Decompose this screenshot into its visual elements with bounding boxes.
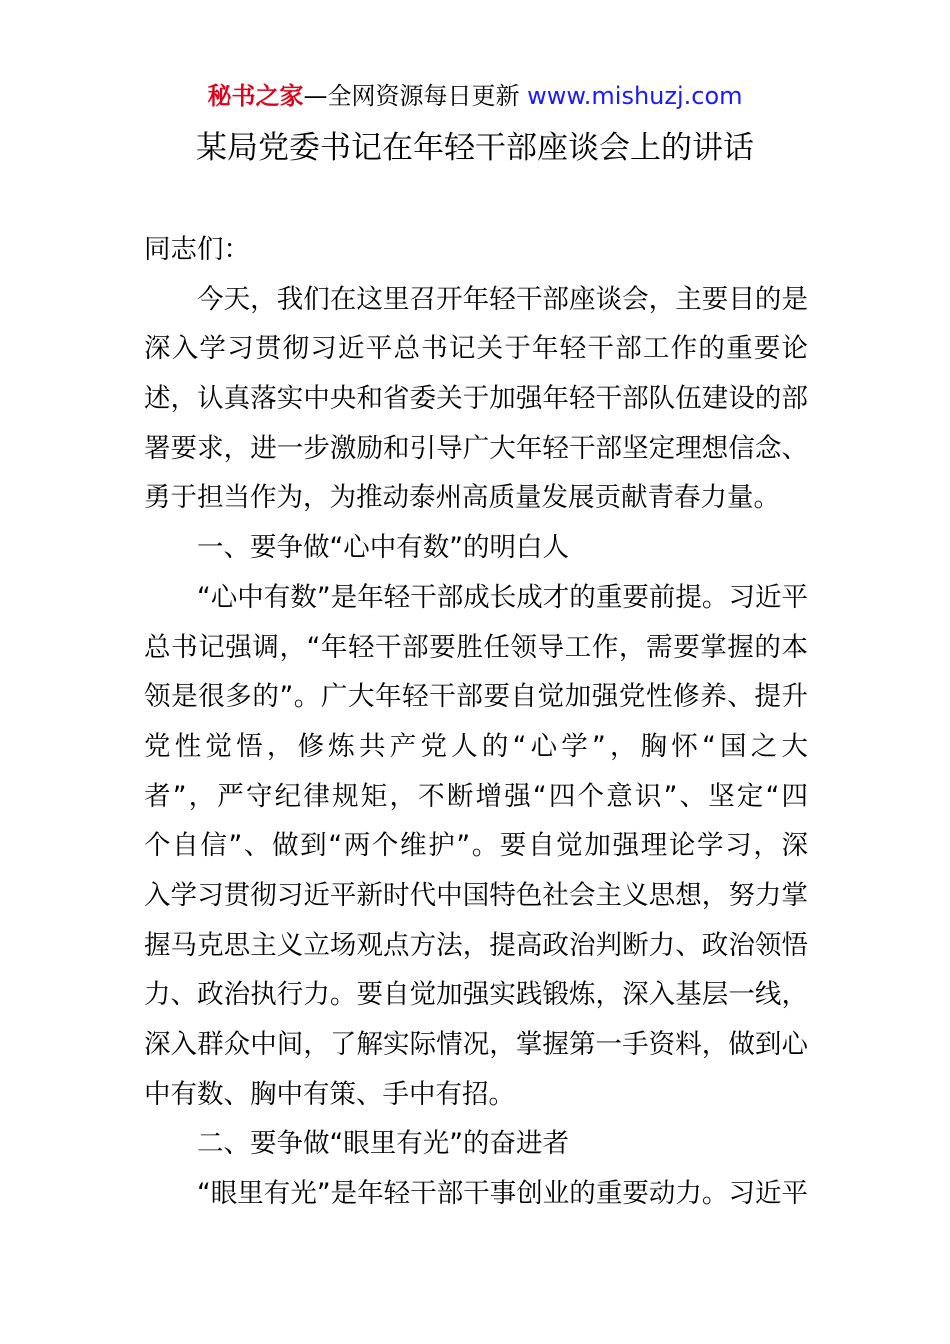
paragraph-line: 署要求，进一步激励和引导广大年轻干部坚定理想信念、 [144,432,808,464]
salutation: 同志们： [144,234,250,265]
paragraph-line: 深入群众中间，了解实际情况，掌握第一手资料，做到心 [144,1029,808,1060]
document-body [144,225,808,1219]
paragraph-line: 党性觉悟，修炼共产党人的“心学”，胸怀“国之大 [144,730,808,762]
document-title: 某局党委书记在年轻干部座谈会上的讲话 [196,130,754,166]
section-heading: 一、要争做“心中有数”的明白人 [197,532,569,564]
section-heading: 二、要争做“眼里有光”的奋进者 [197,1128,569,1160]
site-header [0,80,950,112]
paragraph-line: 个自信”、做到“两个维护”。要自觉加强理论学习，深 [144,830,808,862]
paragraph-line: 勇于担当作为，为推动泰州高质量发展贡献青春力量。 [144,482,780,514]
paragraph-line: 今天，我们在这里召开年轻干部座谈会，主要目的是 [197,283,808,315]
paragraph-line: 握马克思主义立场观点方法，提高政治判断力、政治领悟 [144,929,808,961]
paragraph-line: 入学习贯彻习近平新时代中国特色社会主义思想，努力掌 [144,879,808,911]
paragraph-line: “心中有数”是年轻干部成长成才的重要前提。习近平 [197,581,808,613]
paragraph-line: 领是很多的”。广大年轻干部要自觉加强党性修养、提升 [144,681,808,713]
paragraph-line: 述，认真落实中央和省委关于加强年轻干部队伍建设的部 [144,383,808,415]
brand-name: 秘书之家 [207,82,304,110]
paragraph-line: 者”，严守纪律规矩，不断增强“四个意识”、坚定“四 [144,780,808,812]
site-tagline: —全网资源每日更新 [303,82,528,110]
site-url-link[interactable]: www.mishuzj.com [527,82,743,110]
paragraph-line: 深入学习贯彻习近平总书记关于年轻干部工作的重要论 [144,333,808,365]
paragraph-line: 中有数、胸中有策、手中有招。 [144,1078,515,1110]
paragraph-line: 力、政治执行力。要自觉加强实践锻炼，深入基层一线， [144,979,808,1011]
paragraph-line: “眼里有光”是年轻干部干事创业的重要动力。习近平 [197,1178,808,1210]
paragraph-line: 总书记强调，“年轻干部要胜任领导工作，需要掌握的本 [144,631,808,663]
